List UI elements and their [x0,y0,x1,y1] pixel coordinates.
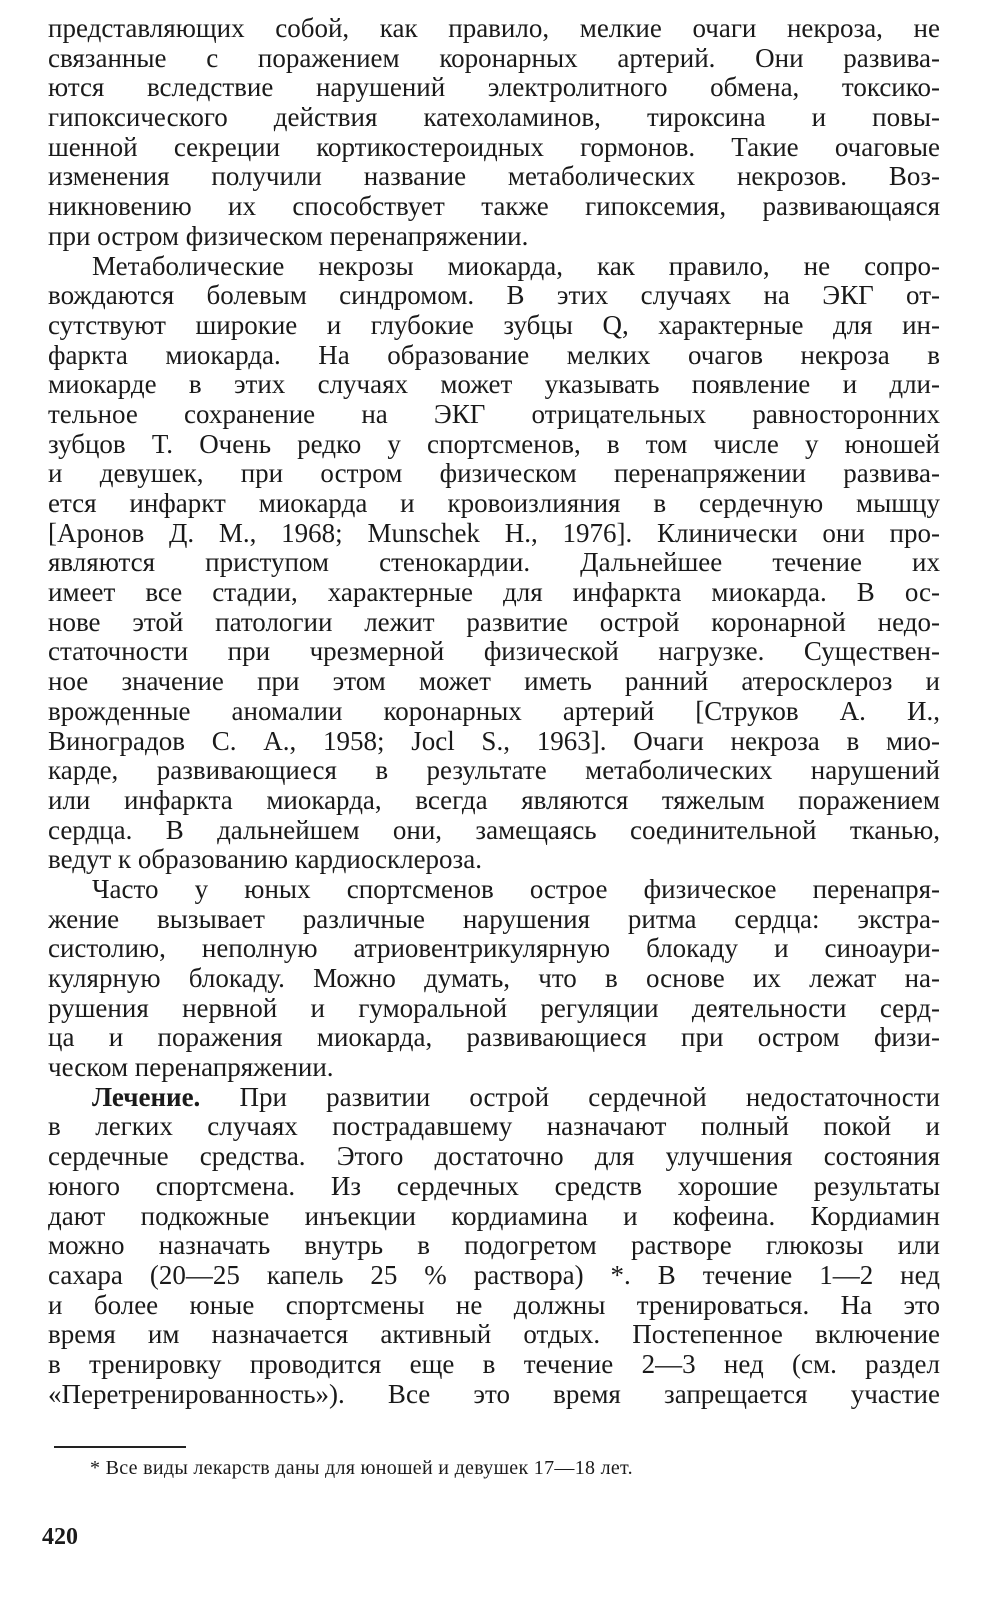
text-line: нове этой патологии лежит развитие острой коронарной недо- [48,607,940,637]
text-line: Виноградов С. А., 1958; Jocl S., 1963]. Очаги некроза в мио- [48,726,940,756]
text-line: тельное сохранение на ЭКГ отрицательных равносторонних [48,399,940,429]
text-line: фаркта миокарда. На образование мелких очагов некроза в [48,340,940,370]
text-line: миокарде в этих случаях может указывать появление и дли- [48,370,940,400]
text-line: представляющих собой, как правило, мелкие очаги некроза, не [48,14,940,43]
text-line: юного спортсмена. Из сердечных средств хорошие результаты [48,1171,940,1201]
text-line: дают подкожные инъекции кордиамина и кофеина. Кордиамин [48,1201,940,1231]
text-line: при остром физическом перенапряжении. [48,221,529,251]
text-line: Часто у юных спортсменов острое физическое перенапря- [92,874,940,904]
text-line: в легких случаях пострадавшему назначают полный покой и [48,1112,940,1142]
page-number: 420 [42,1524,78,1550]
text-line: жение вызывает различные нарушения ритма сердца: экстра- [48,904,940,934]
text-line: сахара (20—25 капель 25 % раствора) *. В течение 1—2 нед [48,1260,940,1290]
text-line: имеет все стадии, характерные для инфаркта миокарда. В ос- [48,578,940,608]
text-line: изменения получили название метаболических некрозов. Воз- [48,162,940,192]
text-line: систолию, неполную атриовентрикулярную блокаду и синоаури- [48,934,940,964]
text-line: и девушек, при остром физическом перенапряжении развива- [48,459,940,489]
paragraph-2 [48,252,940,875]
text-line: [Аронов Д. М., 1968; Munschek H., 1976]. Клинически они про- [48,518,940,548]
text-line: в тренировку проводится еще в течение 2—3 нед (см. раздел [48,1349,940,1379]
text-line-content: При развитии острой сердечной недостаточности [200,1082,940,1112]
text-line: шенной секреции кортикостероидных гормонов. Такие очаговые [48,132,940,162]
text-line: можно назначать внутрь в подогретом растворе глюкозы или [48,1231,940,1261]
text-line: ческом перенапряжении. [48,1053,334,1083]
text-line: зубцов T. Очень редко у спортсменов, в том числе у юношей [48,429,940,459]
text-line: ются вследствие нарушений электролитного обмена, токсико- [48,73,940,103]
text-line: являются приступом стенокардии. Дальнейшее течение их [48,548,940,578]
text-body [48,14,940,1409]
text-line: гипоксического действия катехоламинов, тироксина и повы- [48,103,940,133]
text-line: ется инфаркт миокарда и кровоизлияния в сердечную мышцу [48,489,940,518]
paragraph-treatment [48,1083,940,1410]
treatment-heading: Лечение. [92,1082,201,1112]
text-line: Метаболические некрозы миокарда, как правило, не сопро- [92,251,940,281]
text-line: сердца. В дальнейшем они, замещаясь соединительной тканью, [48,815,940,845]
text-line [48,1083,940,1113]
text-line: «Перетренированность»). Все это время запрещается участие [48,1379,940,1409]
text-line: ведут к образованию кардиосклероза. [48,845,482,875]
footnote: * Все виды лекарств даны для юношей и девушек 17—18 лет. [90,1457,633,1479]
paragraph-3 [48,875,940,1083]
text-line: ное значение при этом может иметь ранний атеросклероз и [48,667,940,697]
text-line: связанные с поражением коронарных артерий. Они развива- [48,43,940,73]
text-line: статочности при чрезмерной физической нагрузке. Существен- [48,637,940,667]
text-line: сердечные средства. Этого достаточно для улучшения состояния [48,1142,940,1172]
paragraph-1 [48,14,940,252]
footnote-divider [54,1446,186,1448]
text-line: или инфаркта миокарда, всегда являются тяжелым поражением [48,785,940,815]
text-line: врожденные аномалии коронарных артерий [Струков А. И., [48,696,940,726]
text-line: и более юные спортсмены не должны тренироваться. На это [48,1290,940,1320]
text-line: никновению их способствует также гипоксемия, развивающаяся [48,192,940,222]
text-line: ца и поражения миокарда, развивающиеся при остром физи- [48,1023,940,1053]
text-line: вождаются болевым синдромом. В этих случаях на ЭКГ от- [48,281,940,311]
text-line: сутствуют широкие и глубокие зубцы Q, характерные для ин- [48,310,940,340]
text-line: кулярную блокаду. Можно думать, что в основе их лежат на- [48,964,940,993]
text-line: рушения нервной и гуморальной регуляции деятельности серд- [48,993,940,1023]
text-line: карде, развивающиеся в результате метаболических нарушений [48,756,940,786]
text-line: время им назначается активный отдых. Постепенное включение [48,1320,940,1350]
